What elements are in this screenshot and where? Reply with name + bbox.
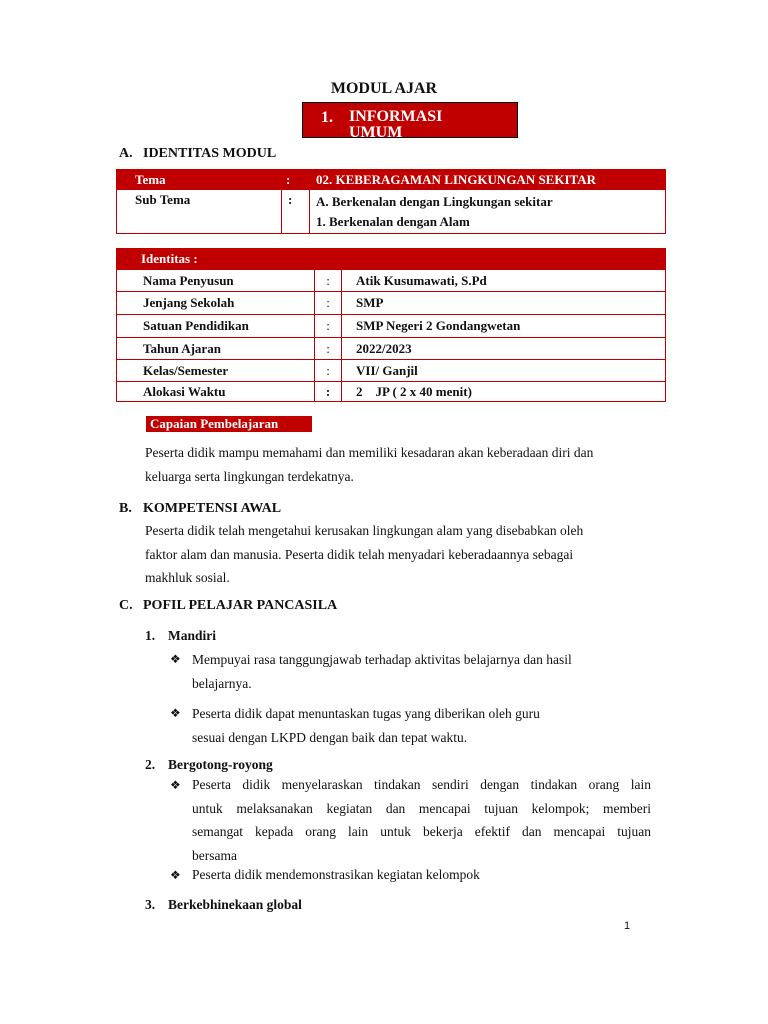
profile-item-label: Berkebhinekaan global	[168, 897, 302, 912]
section-label: IDENTITAS MODUL	[143, 146, 277, 161]
subtema-label: Sub Tema	[117, 190, 282, 234]
section-label: KOMPETENSI AWAL	[143, 501, 282, 516]
colon: :	[315, 270, 342, 292]
section-letter: C.	[119, 598, 133, 613]
capaian-paragraph	[145, 441, 665, 488]
paragraph-line: makhluk sosial.	[145, 570, 230, 585]
tema-table	[116, 169, 666, 234]
diamond-bullet-icon: ❖	[170, 778, 181, 792]
row-value: SMP Negeri 2 Gondangwetan	[342, 315, 666, 338]
paragraph-line: keluarga serta lingkungan terdekatnya.	[145, 468, 354, 484]
section-letter: A.	[119, 146, 133, 161]
bullet-line: semangat kepada orang lain untuk bekerja efektif dan mencapai tujuan	[192, 824, 651, 839]
profile-item-number: 1.	[145, 628, 156, 643]
page-number: 1	[624, 920, 631, 932]
bullet-line: belajarnya.	[192, 675, 252, 691]
identitas-table	[116, 248, 666, 402]
section-b-heading	[119, 501, 439, 519]
row-label: Kelas/Semester	[117, 360, 315, 382]
paragraph-line: Peserta didik mampu memahami dan memiliki kesadaran akan keberadaan diri dan	[145, 445, 594, 460]
row-label: Tahun Ajaran	[117, 338, 315, 360]
row-value: 2 JP ( 2 x 40 menit)	[342, 382, 666, 402]
section-label: INFORMASI UMUM	[349, 108, 443, 138]
colon: :	[282, 190, 310, 234]
bullet-line: Mempuyai rasa tanggungjawab terhadap aktivitas belajarnya dan hasil	[192, 652, 572, 667]
row-label: Jenjang Sekolah	[117, 292, 315, 315]
bullet-line: Peserta didik menyelaraskan tindakan sendiri dengan tindakan orang lain	[192, 777, 651, 792]
colon: :	[315, 292, 342, 315]
paragraph-line: Peserta didik telah mengetahui kerusakan lingkungan alam yang disebabkan oleh	[145, 523, 584, 538]
profile-item-number: 3.	[145, 897, 156, 912]
identitas-header-row	[117, 249, 666, 270]
tema-value: 02. KEBERAGAMAN LINGKUNGAN SEKITAR	[310, 170, 666, 190]
row-value: Atik Kusumawati, S.Pd	[342, 270, 666, 292]
row-label: Alokasi Waktu	[117, 382, 315, 402]
tema-row	[117, 170, 666, 190]
table-row	[117, 315, 666, 338]
bullet-text	[192, 863, 662, 887]
bullet-text	[192, 648, 662, 695]
subtema-line: A. Berkenalan dengan Lingkungan sekitar	[316, 194, 553, 209]
colon: :	[315, 338, 342, 360]
bullet-line: bersama	[192, 847, 237, 863]
section-label: POFIL PELAJAR PANCASILA	[143, 598, 338, 613]
table-row	[117, 382, 666, 402]
diamond-bullet-icon: ❖	[170, 868, 181, 882]
diamond-bullet-icon: ❖	[170, 706, 181, 720]
table-row	[117, 338, 666, 360]
row-value: SMP	[342, 292, 666, 315]
identitas-header: Identitas :	[117, 249, 666, 270]
colon: :	[315, 315, 342, 338]
section-c-heading	[119, 598, 439, 616]
bullet-line: sesuai dengan LKPD dengan baik dan tepat waktu.	[192, 729, 468, 745]
subtema-line: 1. Berkenalan dengan Alam	[316, 214, 470, 229]
colon: :	[315, 360, 342, 382]
tema-label: Tema	[117, 170, 282, 190]
bullet-line: untuk melaksanakan kegiatan dan mencapai tujuan kelompok; memberi	[192, 800, 651, 816]
section-number: 1.	[321, 109, 333, 126]
table-row	[117, 292, 666, 315]
profile-item-number: 2.	[145, 757, 156, 772]
profile-item-label: Bergotong-royong	[168, 757, 273, 772]
diamond-bullet-icon: ❖	[170, 652, 181, 666]
bullet-text	[192, 773, 651, 867]
colon: :	[315, 382, 342, 402]
bullet-line: Peserta didik mendemonstrasikan kegiatan kelompok	[192, 867, 480, 882]
paragraph-line: faktor alam dan manusia. Peserta didik telah menyadari keberadaannya sebagai	[145, 546, 574, 562]
section-a-heading	[119, 146, 439, 164]
table-row	[117, 360, 666, 382]
section-letter: B.	[119, 501, 132, 516]
table-row	[117, 270, 666, 292]
row-label: Nama Penyusun	[117, 270, 315, 292]
row-value: VII/ Ganjil	[342, 360, 666, 382]
document-title: MODUL AJAR	[330, 80, 438, 97]
subtema-row	[117, 190, 666, 234]
kompetensi-paragraph	[145, 519, 665, 590]
profile-item-label: Mandiri	[168, 628, 217, 643]
bullet-line: Peserta didik dapat menuntaskan tugas yang diberikan oleh guru	[192, 706, 540, 721]
section-heading-box	[302, 102, 518, 138]
row-label: Satuan Pendidikan	[117, 315, 315, 338]
colon: :	[282, 170, 310, 190]
capaian-label: Capaian Pembelajaran	[146, 416, 312, 432]
row-value: 2022/2023	[342, 338, 666, 360]
bullet-text	[192, 702, 662, 749]
subtema-value	[310, 190, 666, 234]
